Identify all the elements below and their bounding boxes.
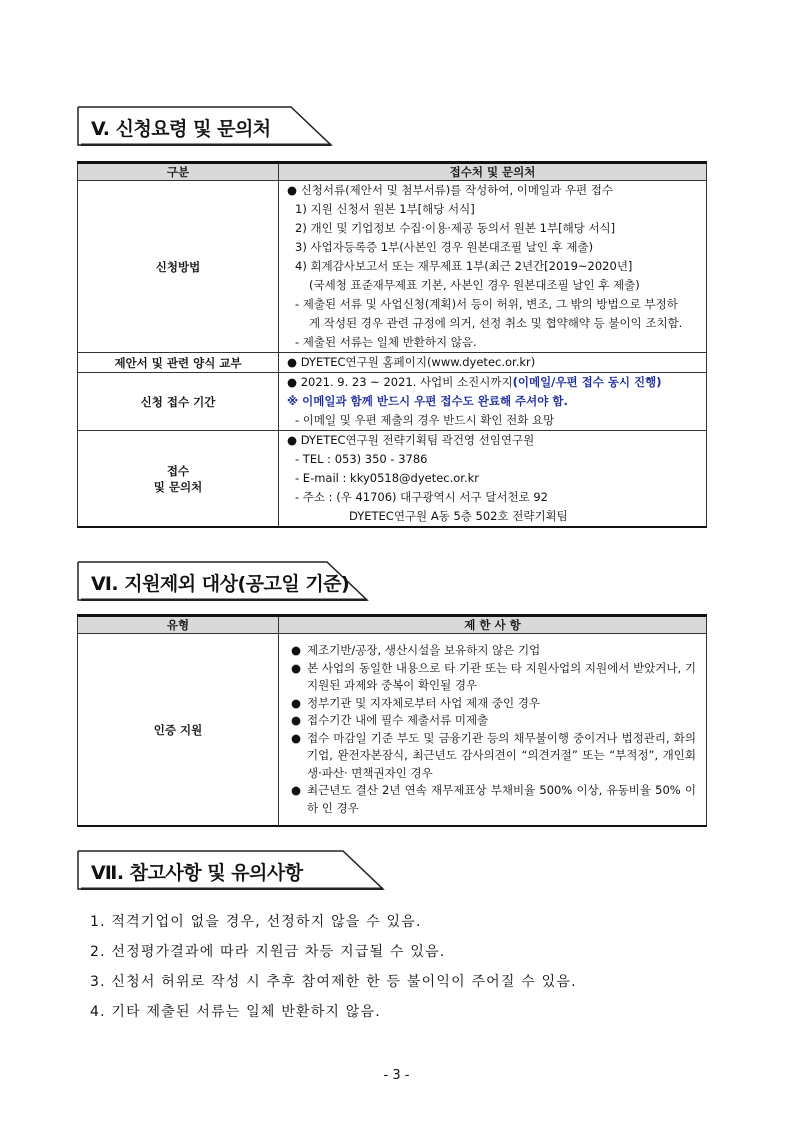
section-5-title: V. 신청요령 및 문의처 xyxy=(91,118,271,140)
category-line: 및 문의처 xyxy=(153,479,203,494)
note-item: 4. 기타 제출된 서류는 일체 반환하지 않음. xyxy=(90,1004,381,1020)
list-item: - 주소 : (우 41706) 대구광역시 서구 달서천로 92 xyxy=(295,490,548,504)
page-number: - 3 - xyxy=(383,1068,410,1083)
section-7-title: Ⅶ. 참고사항 및 유의사항 xyxy=(91,862,303,884)
bullet-icon: ● xyxy=(291,643,302,657)
list-item: 게 작성된 경우 관련 규정에 의거, 선정 취소 및 협약해약 등 불이익 조치함. xyxy=(309,316,683,330)
list-item: - 이메일 및 우편 제출의 경우 반드시 확인 전화 요망 xyxy=(295,413,555,427)
bullet-icon: ● xyxy=(291,660,302,675)
table-row xyxy=(78,634,707,827)
bullet-icon: ● xyxy=(291,783,302,797)
note-item: 1. 적격기업이 없을 경우, 선정하지 않을 수 있음. xyxy=(90,914,422,930)
column-header-contact: 접수처 및 문의처 xyxy=(279,163,707,181)
list-item: - 제출된 서류는 일체 반환하지 않음. xyxy=(295,335,477,349)
exclusion-table xyxy=(77,614,707,827)
column-header-type: 유형 xyxy=(78,616,279,634)
bullet-icon: ● xyxy=(291,713,302,727)
list-item: DYETEC연구원 A동 5층 502호 전략기획팀 xyxy=(349,509,568,523)
row-category: 신청방법 xyxy=(78,181,279,353)
row-content xyxy=(279,431,707,528)
notes-list xyxy=(90,907,577,1027)
list-item: ● 최근년도 결산 2년 연속 재무제표상 부채비율 500% 이상, 유동비율 50% 이하 인 경우 xyxy=(291,782,696,817)
list-item: ● DYETEC연구원 홈페이지(www.dyetec.or.kr) xyxy=(287,355,536,369)
application-table xyxy=(77,161,707,528)
list-item: ● 정부기관 및 지자체로부터 사업 제재 중인 경우 xyxy=(291,695,696,713)
period-emphasis: (이메일/우편 접수 동시 진행) xyxy=(512,375,662,389)
list-item: ● 제조기반/공장, 생산시설을 보유하지 않은 기업 xyxy=(291,642,696,660)
column-header-category: 구분 xyxy=(78,163,279,181)
row-category: 신청 접수 기간 xyxy=(78,373,279,431)
table-row xyxy=(78,353,707,373)
list-item: ● 신청서류(제안서 및 첨부서류)를 작성하여, 이메일과 우편 접수 xyxy=(287,183,613,197)
section-6-title: Ⅵ. 지원제외 대상(공고일 기준) xyxy=(91,573,350,595)
period-text: ● 2021. 9. 23 ~ 2021. 사업비 소진시까지 xyxy=(287,375,513,389)
table-row xyxy=(78,373,707,431)
list-item: ● DYETEC연구원 전략기획팀 곽건영 선임연구원 xyxy=(287,433,535,447)
list-item: ● 접수기간 내에 필수 제출서류 미제출 xyxy=(291,712,696,730)
bullet-icon: ● xyxy=(291,730,302,745)
notice-text: ※ 이메일과 함께 반드시 우편 접수도 완료해 주셔야 함. xyxy=(287,394,568,408)
row-content xyxy=(279,373,707,431)
list-item: - 제출된 서류 및 사업신청(계획)서 등이 허위, 변조, 그 밖의 방법으로 부정하 xyxy=(295,297,678,311)
row-content xyxy=(279,181,707,353)
list-item: (국세청 표준재무제표 기본, 사본인 경우 원본대조필 날인 후 제출) xyxy=(309,278,640,292)
list-item: - E-mail : kky0518@dyetec.or.kr xyxy=(295,471,480,485)
row-content xyxy=(279,634,707,827)
row-category: 제안서 및 관련 양식 교부 xyxy=(78,353,279,373)
row-category: 인증 지원 xyxy=(78,634,279,827)
list-item: - TEL : 053) 350 - 3786 xyxy=(295,452,428,466)
list-item: 4) 회계감사보고서 또는 재무제표 1부(최근 2년간[2019~2020년] xyxy=(295,259,633,273)
table-row xyxy=(78,181,707,353)
section-5-header xyxy=(77,106,333,146)
table-header-row xyxy=(78,163,707,181)
list-item xyxy=(287,373,702,392)
list-item: 1) 지원 신청서 원본 1부[해당 서식] xyxy=(295,202,475,216)
column-header-restrictions: 제 한 사 항 xyxy=(279,616,707,634)
table-row xyxy=(78,431,707,528)
list-item: 2) 개인 및 기업정보 수집·이용·제공 동의서 원본 1부[해당 서식] xyxy=(295,221,616,235)
note-item: 2. 선정평가결과에 따라 지원금 차등 지급될 수 있음. xyxy=(90,944,446,960)
note-item: 3. 신청서 허위로 작성 시 추후 참여제한 한 등 불이익이 주어질 수 있음. xyxy=(90,974,577,990)
list-item: 3) 사업자등록증 1부(사본인 경우 원본대조필 날인 후 제출) xyxy=(295,240,594,254)
section-6-header xyxy=(77,561,369,601)
category-line: 접수 xyxy=(166,463,190,478)
list-item: ● 본 사업의 동일한 내용으로 타 기관 또는 타 지원사업의 지원에서 받았거나, 기 지원된 과제와 중복이 확인될 경우 xyxy=(291,660,696,695)
table-header-row xyxy=(78,616,707,634)
list-item: ● 접수 마감일 기준 부도 및 금융기관 등의 채무불이행 중이거나 법정관리, 화의기업, 완전자본잠식, 최근년도 감사의견이 “의견거절” 또는 “부적정”, 개인회생·파산· 면책권자인 경우 xyxy=(291,730,696,783)
section-7-header xyxy=(77,850,385,890)
bullet-icon: ● xyxy=(291,695,302,710)
row-content xyxy=(279,353,707,373)
row-category xyxy=(78,431,279,528)
